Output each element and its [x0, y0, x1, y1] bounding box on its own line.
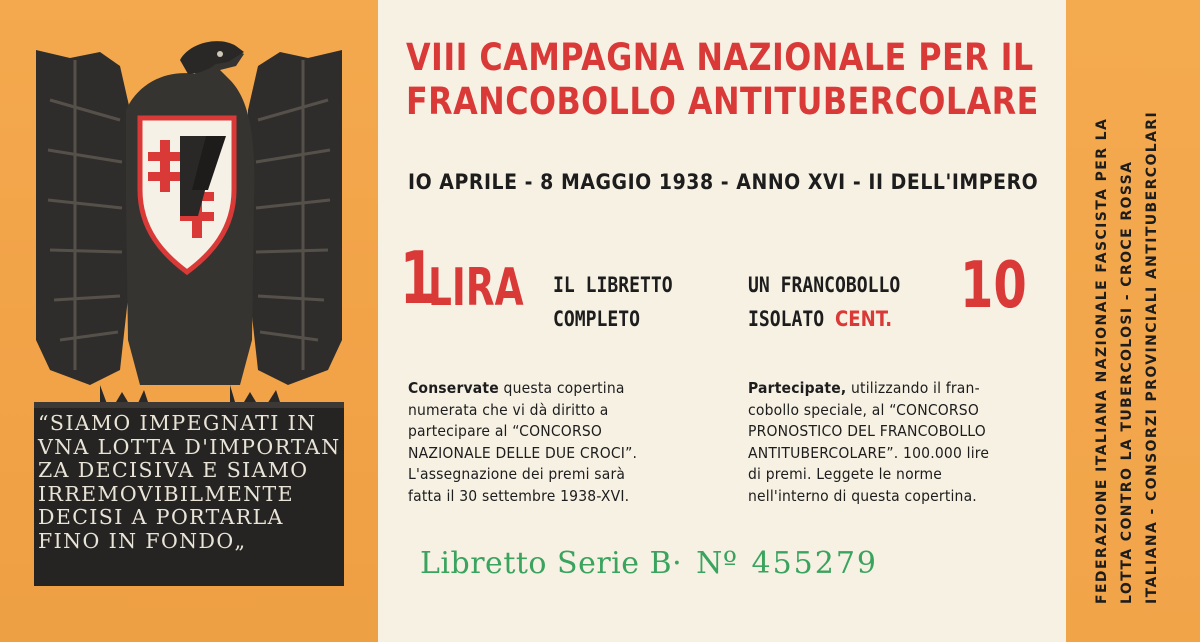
serial-label: Libretto Serie B·	[420, 546, 683, 581]
federation-vertical-text	[1090, 0, 1190, 604]
paragraph-line: L'assegnazione dei premi sarà	[408, 465, 626, 483]
motto-line: FINO IN FONDO„	[38, 528, 247, 553]
motto-line: IRREMOVIBILMENTE	[38, 481, 294, 506]
booklet-price-label	[553, 268, 673, 336]
paragraph-line: nell'interno di questa copertina.	[748, 486, 977, 505]
paragraph-line-rest: questa copertina	[498, 379, 625, 397]
stamp-label-isolato: ISOLATO	[748, 307, 825, 331]
paragraph-line	[748, 378, 1027, 400]
serial-number-value: 455279	[751, 546, 879, 581]
paragraph-line: NAZIONALE DELLE DUE CROCI”.	[408, 443, 638, 462]
vertical-line-3: ITALIANA - CONSORZI PROVINCIALI ANTITUBERCOLARI	[1144, 110, 1160, 604]
paragraph-line: cobollo speciale, al “CONCORSO	[748, 400, 980, 419]
paragraph-line	[408, 378, 687, 400]
booklet-label-line-2: COMPLETO	[553, 307, 640, 331]
campaign-dates: IO APRILE - 8 MAGGIO 1938 - ANNO XVI - II DELL'IMPERO	[408, 170, 1039, 194]
campaign-title	[406, 36, 1039, 124]
paragraph-line: di premi. Leggete le norme	[748, 465, 943, 483]
stamp-label-line-2	[748, 302, 900, 336]
stamp-label-cent: CENT.	[835, 307, 893, 331]
paragraph-line: partecipare al “CONCORSO	[408, 422, 603, 440]
vertical-line-2: LOTTA CONTRO LA TUBERCOLOSI - CROCE ROSSA	[1119, 160, 1135, 604]
paragraph-line-rest: utilizzando il fran-	[846, 379, 980, 397]
booklet-price-number: 1	[400, 236, 436, 320]
title-line-1: VIII CAMPAGNA NAZIONALE PER IL	[406, 36, 1034, 79]
stamp-label-line-1: UN FRANCOBOLLO	[748, 273, 901, 297]
motto-line: “SIAMO IMPEGNATI IN	[38, 411, 317, 435]
vertical-line-1: FEDERAZIONE ITALIANA NAZIONALE FASCISTA PER LA	[1094, 117, 1110, 604]
motto-line: VNA LOTTA D'IMPORTAN	[38, 434, 341, 459]
paragraph-line: ANTITUBERCOLARE”. 100.000 lire	[748, 443, 990, 462]
stamp-price-number: 10	[960, 249, 1027, 323]
booklet-price-unit: LIRA	[428, 258, 524, 318]
partecipate-paragraph	[748, 378, 1048, 507]
booklet-price	[400, 230, 550, 340]
stamp-price-label	[748, 268, 900, 336]
conservate-paragraph	[408, 378, 708, 507]
motto-line: ZA DECISIVA E SIAMO	[38, 458, 309, 482]
motto-quote	[38, 411, 341, 582]
paragraph-line: PRONOSTICO DEL FRANCOBOLLO	[748, 422, 986, 440]
paragraph-line: fatta il 30 settembre 1938-XVI.	[408, 486, 630, 505]
booklet-label-line-1: IL LIBRETTO	[553, 273, 673, 297]
booklet-serial-number	[420, 544, 878, 584]
conservate-bold: Conservate	[408, 379, 499, 397]
title-line-2: FRANCOBOLLO ANTITUBERCOLARE	[406, 80, 1039, 123]
paragraph-line: numerata che vi dà diritto a	[408, 400, 609, 419]
motto-line: DECISI A PORTARLA	[38, 505, 284, 529]
partecipate-bold: Partecipate,	[748, 379, 847, 397]
serial-number-sign: Nº	[696, 546, 738, 581]
